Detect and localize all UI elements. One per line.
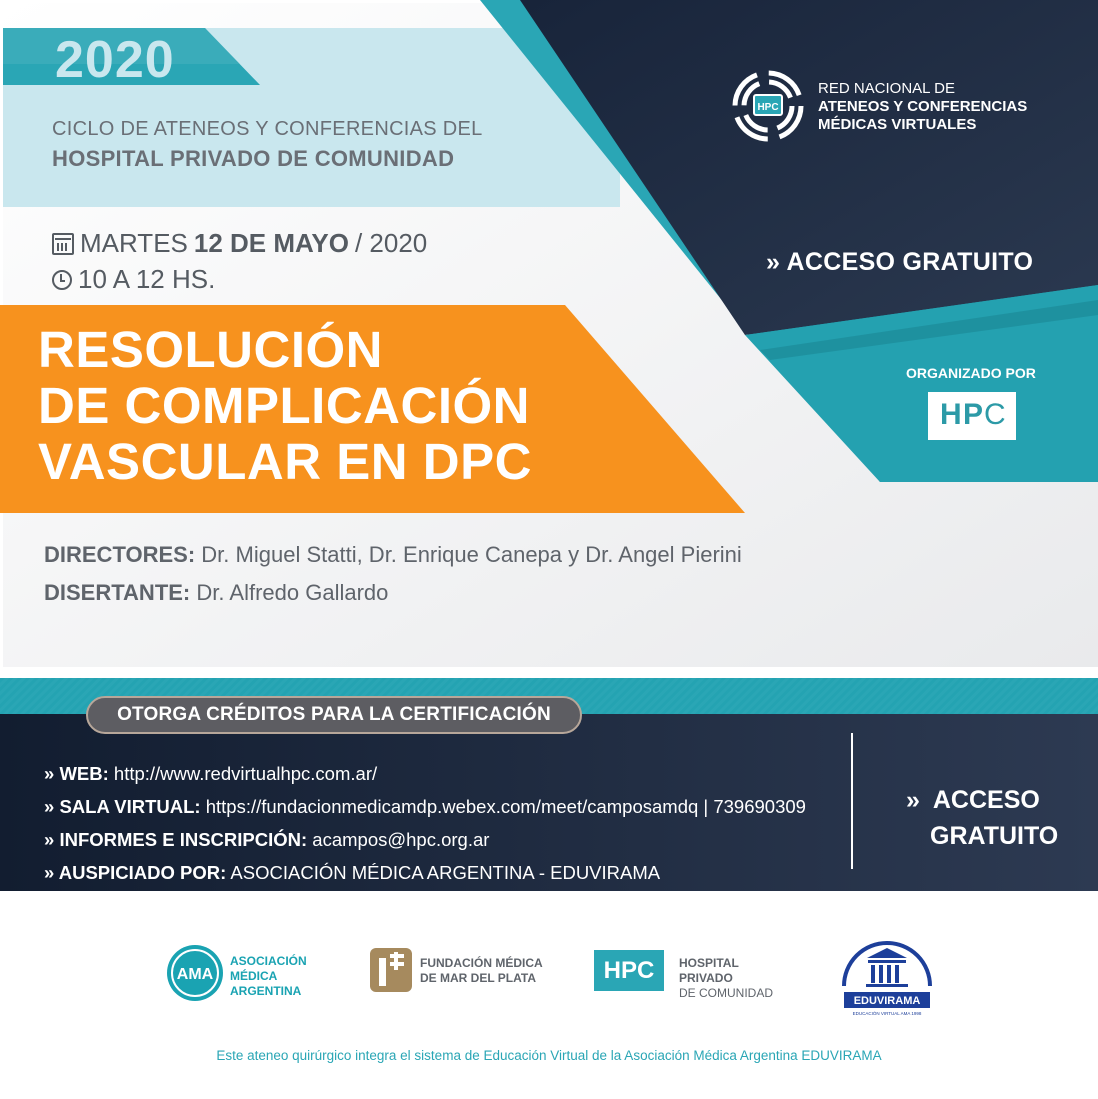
eduvirama-sponsor: [838, 928, 936, 1020]
hpc-sponsor: [594, 950, 794, 1000]
free-access-bottom-line-1: ACCESO: [932, 786, 1040, 814]
event-title: [38, 322, 532, 490]
free-access-top-label: ACCESO GRATUITO: [786, 248, 1034, 276]
network-line-1: RED NACIONAL DE: [818, 80, 955, 97]
hpc-logo-c: C: [984, 398, 1006, 431]
room-link[interactable]: https://fundacionmedicamdp.webex.com/meet/camposamdq | 739690309: [205, 796, 806, 817]
hpc-sponsor-line-1: HOSPITAL PRIVADO: [679, 956, 739, 985]
fmmdp-line-2: DE MAR DEL PLATA: [420, 971, 536, 985]
event-date: [52, 228, 427, 259]
cycle-title: CICLO DE ATENEOS Y CONFERENCIAS DEL: [52, 118, 483, 140]
free-access-top: [766, 248, 1033, 277]
info-contact: [44, 823, 806, 856]
hpc-logo-p: P: [963, 398, 984, 431]
chevron-right-icon: »: [766, 248, 781, 276]
clock-icon: [52, 270, 72, 290]
network-line-2: ATENEOS Y CONFERENCIAS: [818, 98, 1028, 115]
hpc-logo: [928, 392, 1016, 440]
eduvirama-logo: [838, 928, 936, 1020]
ama-sponsor: [166, 944, 336, 1006]
ama-logo-text: AMA: [176, 966, 214, 983]
info-list: [44, 757, 806, 889]
event-day-date: 12 DE MAYO: [193, 228, 349, 258]
event-day-name: MARTES: [80, 228, 188, 258]
chevron-right-icon: »: [44, 796, 60, 817]
chevron-right-icon: »: [44, 862, 59, 883]
ama-line-1: ASOCIACIÓN: [230, 954, 307, 968]
ama-line-3: ARGENTINA: [230, 984, 302, 998]
directors-label: DIRECTORES:: [44, 542, 196, 567]
ama-line-2: MÉDICA: [230, 969, 278, 983]
eduvirama-tagline: EDUCACIÓN VIRTUAL AMA 1998: [852, 1011, 922, 1016]
chevron-right-icon: »: [906, 786, 920, 814]
calendar-icon: [52, 233, 74, 255]
info-web: [44, 757, 806, 790]
fmmdp-name: [420, 956, 543, 986]
contact-email[interactable]: acampos@hpc.org.ar: [312, 829, 490, 850]
eduvirama-name: EDUVIRAMA: [853, 995, 921, 1007]
hpc-sponsor-name: [679, 956, 794, 1001]
chevron-right-icon: »: [44, 763, 60, 784]
speaker-label: DISERTANTE:: [44, 580, 191, 605]
network-line-3: MÉDICAS VIRTUALES: [818, 116, 977, 133]
people-block: [44, 536, 742, 612]
broadcast-logo-icon: [732, 70, 804, 142]
title-line-1: RESOLUCIÓN: [38, 321, 384, 378]
event-time-label: 10 A 12 HS.: [78, 264, 216, 294]
year-label: 2020: [55, 31, 175, 89]
info-room: [44, 790, 806, 823]
fmmdp-sponsor: [370, 948, 560, 994]
title-line-2: DE COMPLICACIÓN: [38, 377, 530, 434]
hpc-sponsor-line-2: DE COMUNIDAD: [679, 986, 774, 1000]
title-line-3: VASCULAR EN DPC: [38, 433, 532, 490]
broadcast-logo-text: HPC: [757, 102, 779, 113]
fmmdp-line-1: FUNDACIÓN MÉDICA: [420, 956, 543, 970]
speaker-row: [44, 574, 742, 612]
directors-names: Dr. Miguel Statti, Dr. Enrique Canepa y Dr. Angel Pierini: [201, 542, 742, 567]
footer-note: Este ateneo quirúrgico integra el sistema de Educación Virtual de la Asociación Médica Argentina EDUVIRAMA: [216, 1048, 882, 1063]
chevron-right-icon: »: [44, 829, 60, 850]
hpc-sponsor-logo: HPC: [594, 950, 664, 991]
network-name: [818, 80, 1027, 134]
sponsor-label: AUSPICIADO POR:: [58, 862, 227, 883]
hpc-logo-h: H: [940, 398, 962, 431]
ama-name: [230, 954, 307, 999]
hospital-name: HOSPITAL PRIVADO DE COMUNIDAD: [52, 146, 455, 171]
speaker-name: Dr. Alfredo Gallardo: [196, 580, 389, 605]
organizer-label: ORGANIZADO POR: [906, 365, 1036, 381]
directors-row: [44, 536, 742, 574]
ama-logo: [166, 944, 224, 1002]
web-link[interactable]: http://www.redvirtualhpc.com.ar/: [113, 763, 378, 784]
sponsor-value: ASOCIACIÓN MÉDICA ARGENTINA - EDUVIRAMA: [230, 862, 661, 883]
fmmdp-logo: [370, 948, 412, 992]
vertical-divider: [851, 733, 853, 869]
credits-badge: OTORGA CRÉDITOS PARA LA CERTIFICACIÓN: [86, 696, 582, 734]
free-access-bottom-line-2: GRATUITO: [930, 822, 1059, 850]
event-year: / 2020: [354, 228, 428, 258]
room-label: SALA VIRTUAL:: [59, 796, 201, 817]
event-time: [52, 264, 215, 295]
free-access-bottom: [906, 782, 1058, 854]
contact-label: INFORMES E INSCRIPCIÓN:: [59, 829, 308, 850]
info-sponsor: [44, 856, 806, 889]
web-label: WEB:: [59, 763, 109, 784]
